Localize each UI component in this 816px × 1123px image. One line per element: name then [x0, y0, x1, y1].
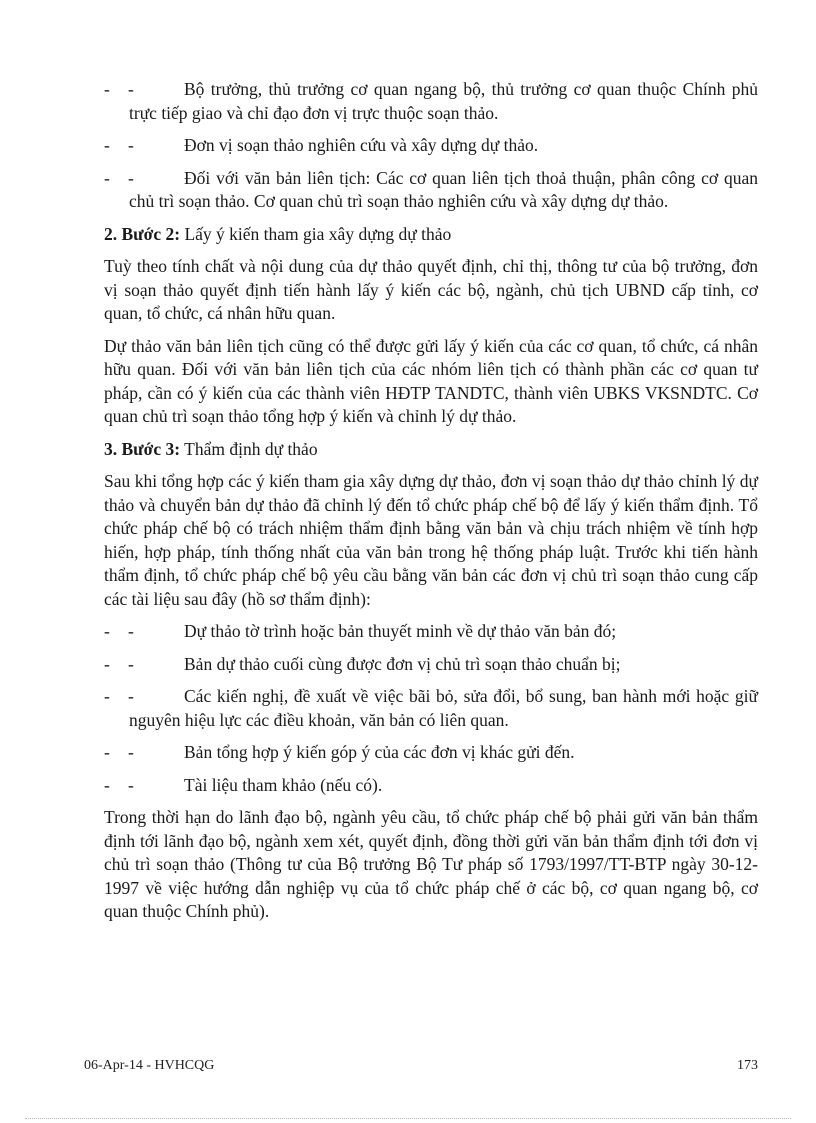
step2-number: 2. Bước 2:	[104, 223, 181, 244]
bullet-dash: -	[128, 653, 134, 674]
list-item-text: Các kiến nghị, đề xuất về việc bãi bỏ, sửa đổi, bổ sung, ban hành mới hoặc giữ nguyên hiệu lực các điều khoản, văn bản có liên quan.	[129, 686, 758, 730]
list-item-text: Bộ trưởng, thủ trưởng cơ quan ngang bộ, thủ trưởng cơ quan thuộc Chính phủ trực tiếp giao và chỉ đạo đơn vị trực thuộc soạn thảo.	[129, 79, 758, 123]
bullet-dash: -	[128, 742, 134, 762]
list-item	[104, 685, 758, 732]
list-item-text: Đơn vị soạn thảo nghiên cứu và xây dựng dự thảo.	[184, 135, 539, 155]
bullet-dash: -	[104, 742, 110, 762]
step2-heading	[104, 223, 758, 247]
step2-paragraph-2: Dự thảo văn bản liên tịch cũng có thể được gửi lấy ý kiến của các cơ quan, tổ chức, cá nhân hữu quan. Đối với văn bản liên tịch của các nhóm liên tịch có thành phần các cơ quan tư pháp, cần có ý kiến của các thành viên HĐTP TANDTC, thành viên UBKS VKSNDTC. Cơ quan chủ trì soạn thảo tổng hợp ý kiến và chỉnh lý dự thảo.	[104, 335, 758, 426]
bullet-dash: -	[128, 79, 134, 99]
bullet-dash: -	[104, 621, 110, 641]
list-item	[104, 653, 758, 677]
page-number: 173	[737, 1058, 758, 1073]
step3-number: 3. Bước 3:	[104, 438, 181, 459]
bullet-dash: -	[104, 135, 110, 155]
list-item-text: Tài liệu tham khảo (nếu có).	[184, 774, 383, 795]
list-item-text: Bản dự thảo cuối cùng được đơn vị chủ trì soạn thảo chuẩn bị;	[184, 653, 621, 674]
bullet-dash: -	[104, 167, 110, 188]
footer-date-source: 06-Apr-14 - HVHCQG	[84, 1058, 215, 1073]
step3-paragraph-1: Sau khi tổng hợp các ý kiến tham gia xây dựng dự thảo, đơn vị soạn thảo dự thảo chỉnh lý dự thảo và chuyển bản dự thảo đã chỉnh lý đến tổ chức pháp chế bộ để lấy ý kiến thẩm định. Tổ chức pháp chế bộ có trách nhiệm thẩm định bằng văn bản và chịu trách nhiệm về tính hợp hiến, hợp pháp, tính thống nhất của văn bản trong hệ thống pháp luật. Trước khi tiến hành thẩm định, tổ chức pháp chế bộ yêu cầu bằng văn bản các đơn vị chủ trì soạn thảo cung cấp các tài liệu sau đây (hồ sơ thẩm định):	[104, 471, 758, 609]
step3-title: Thẩm định dự thảo	[184, 438, 318, 459]
list-item-text: Đối với văn bản liên tịch: Các cơ quan liên tịch thoả thuận, phân công cơ quan chủ trì soạn thảo. Cơ quan chủ trì soạn thảo nghiên cứu và xây dựng dự thảo.	[129, 167, 758, 211]
list-item-text: Bản tổng hợp ý kiến góp ý của các đơn vị khác gửi đến.	[184, 742, 575, 762]
bullet-dash: -	[104, 653, 110, 674]
list-item	[104, 167, 758, 214]
list-item	[104, 620, 758, 644]
bullet-dash: -	[128, 167, 134, 188]
step2-title: Lấy ý kiến tham gia xây dựng dự thảo	[184, 223, 452, 244]
list-item	[104, 774, 758, 798]
list-item	[104, 741, 758, 765]
bullet-dash: -	[104, 79, 110, 99]
document-page	[104, 78, 758, 933]
bullet-dash: -	[128, 135, 134, 155]
list-item-text: Dự thảo tờ trình hoặc bản thuyết minh về dự thảo văn bản đó;	[184, 621, 617, 641]
list-item	[104, 78, 758, 125]
page-divider	[25, 1118, 791, 1119]
list-item	[104, 134, 758, 158]
bullet-dash: -	[128, 774, 134, 795]
bullet-dash: -	[128, 686, 134, 706]
step2-paragraph-1: Tuỳ theo tính chất và nội dung của dự thảo quyết định, chỉ thị, thông tư của bộ trưởng, đơn vị soạn thảo quyết định tiến hành lấy ý kiến các bộ, ngành, chủ tịch UBND cấp tỉnh, cơ quan, tổ chức, cá nhân hữu quan.	[104, 256, 758, 323]
step3-heading	[104, 438, 758, 462]
step3-paragraph-2: Trong thời hạn do lãnh đạo bộ, ngành yêu cầu, tổ chức pháp chế bộ phải gửi văn bản thẩm định tới lãnh đạo bộ, ngành xem xét, quyết định, đồng thời gửi văn bản thẩm định tới đơn vị chủ trì soạn thảo (Thông tư của Bộ trưởng Bộ Tư pháp số 1793/1997/TT-BTP ngày 30-12-1997 về việc hướng dẫn nghiệp vụ của tổ chức pháp chế ở các bộ, cơ quan ngang bộ, cơ quan thuộc Chính phủ).	[104, 807, 758, 921]
bullet-dash: -	[128, 621, 134, 641]
bullet-dash: -	[104, 686, 110, 706]
bullet-dash: -	[104, 774, 110, 795]
